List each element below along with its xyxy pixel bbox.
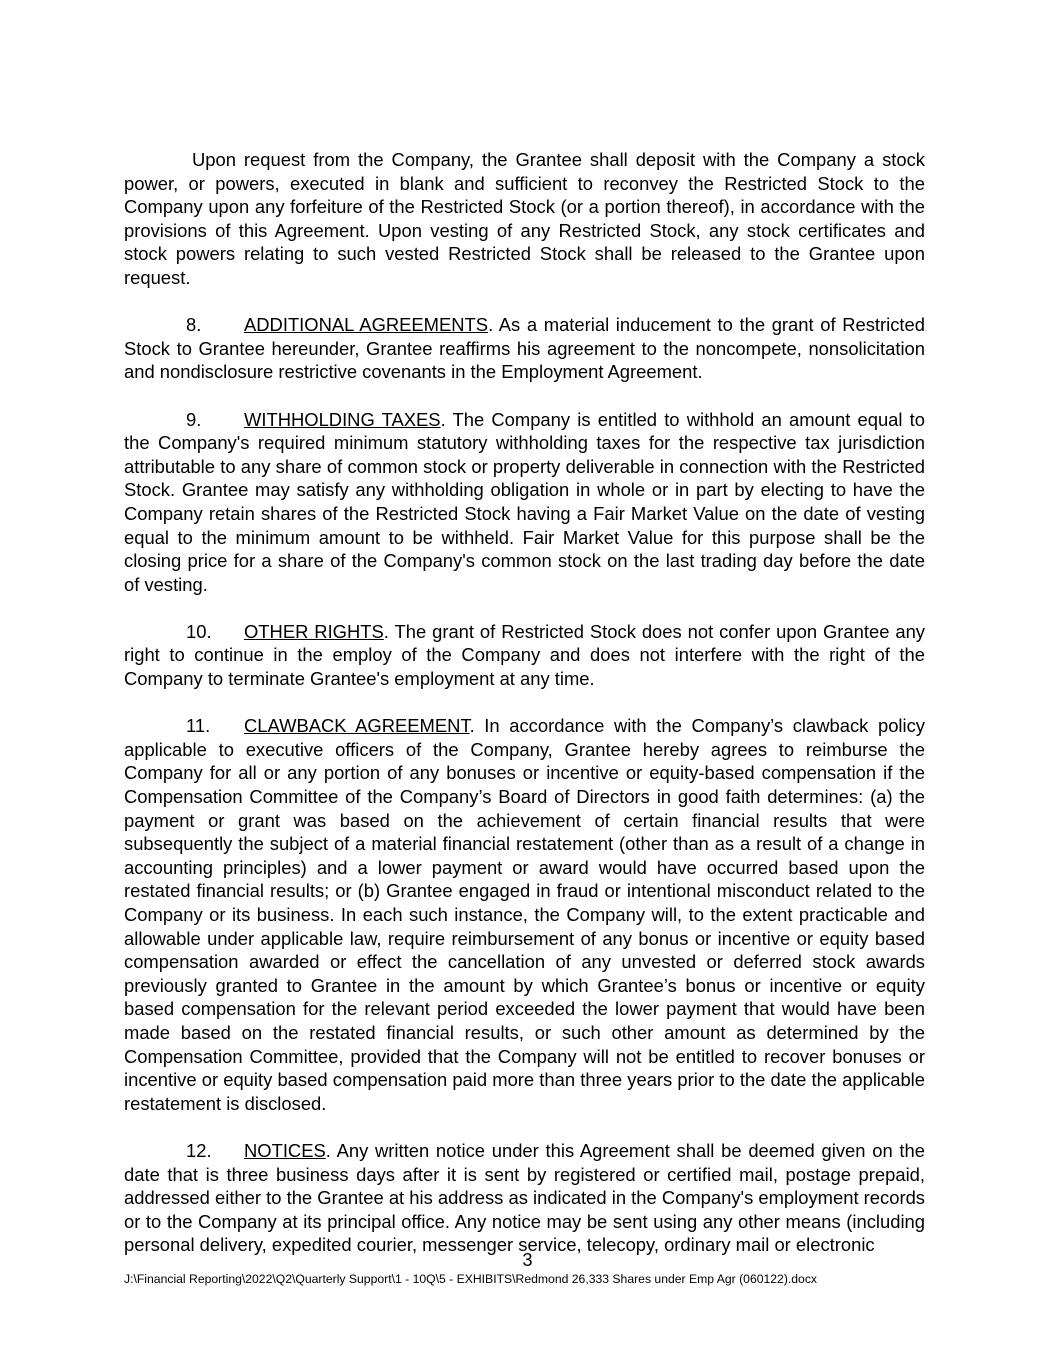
opening-paragraph: Upon request from the Company, the Grantee shall deposit with the Company a stock power, or powers, executed in blank and sufficient to reconvey the Restricted Stock to the Company upon any forfeiture of the Restricted Stock (or a portion thereof), in accordance with the provisions of this Agreement. Upon vesting of any Restricted Stock, any stock certificates and stock powers relating to such vested Restricted Stock shall be released to the Grantee upon request. (124, 149, 925, 288)
section-heading: WITHHOLDING TAXES (244, 408, 441, 430)
section-text: . In accordance with the Company’s clawback policy applicable to executive officers of the Company, Grantee hereby agrees to reimburse the Company for all or any portion of any bonuses or incentive or equity-based compensation if the Compensation Committee of the Company’s Board of Directors in good faith determines: (a) the payment or grant was based on the achievement of certain financial results that were subsequently the subject of a material financial restatement (other than as a result of a change in accounting principles) and a lower payment or award would have occurred based upon the restated financial results; or (b) Grantee engaged in fraud or intentional misconduct related to the Company or its business. In each such instance, the Company will, to the extent practicable and allowable under applicable law, require reimbursement of any bonus or incentive or equity based compensation awarded or effect the cancellation of any unvested or deferred stock awards previously granted to Grantee in the amount by which Grantee’s bonus or incentive or equity based compensation for the relevant period exceeded the lower payment that would have been made based on the restated financial results, or such other amount as determined by the Compensation Committee, provided that the Company will not be entitled to recover bonuses or incentive or equity based compensation paid more than three years prior to the date the applicable restatement is disclosed. (124, 715, 925, 1114)
section-heading: ADDITIONAL AGREEMENTS (244, 314, 489, 336)
section-heading: NOTICES (244, 1139, 326, 1161)
section-heading: CLAWBACK AGREEMENT (244, 715, 470, 737)
footer-file-path: J:\Financial Reporting\2022\Q2\Quarterly Support\1 - 10Q\5 - EXHIBITS\Redmond 26,333 Shares under Emp Agr (060122).docx (124, 1272, 818, 1286)
section-heading: OTHER RIGHTS (244, 620, 384, 642)
section-withholding-taxes (124, 408, 925, 597)
section-number: 10. (186, 620, 212, 642)
document-body (124, 148, 925, 1281)
section-clawback-agreement (124, 714, 925, 1115)
section-additional-agreements (124, 313, 925, 384)
page-number: 3 (522, 1250, 533, 1270)
section-text: . As a material inducement to the grant of Restricted Stock to Grantee hereunder, Grantee reaffirms his agreement to the noncompete, nonsolicitation and nondisclosure restrictive covenants in the Employment Agreement. (124, 314, 926, 383)
section-text: . The grant of Restricted Stock does not confer upon Grantee any right to continue in the employ of the Company and does not interfere with the right of the Company to terminate Grantee's employment at any time. (124, 620, 925, 690)
section-number: 12. (186, 1139, 212, 1161)
section-text: . The Company is entitled to withhold an amount equal to the Company's required minimum statutory withholding taxes for the respective tax jurisdiction attributable to any share of common stock or property deliverable in connection with the Restricted Stock. Grantee may satisfy any withholding obligation in whole or in part by electing to have the Company retain shares of the Restricted Stock having a Fair Market Value on the date of vesting equal to the minimum amount to be withheld. Fair Market Value for this purpose shall be the closing price for a share of the Company's common stock on the last trading day before the date of vesting. (124, 408, 925, 595)
section-text: . Any written notice under this Agreement shall be deemed given on the date that is three business days after it is sent by registered or certified mail, postage prepaid, addressed either to the Grantee at his address as indicated in the Company's employment records or to the Company at its principal office. Any notice may be sent using any other means (including personal delivery, expedited courier, messenger service, telecopy, ordinary mail or electronic (124, 1139, 925, 1256)
section-number: 8. (186, 314, 202, 336)
section-number: 11. (186, 715, 211, 737)
section-notices (124, 1139, 925, 1257)
section-number: 9. (186, 408, 202, 430)
section-other-rights (124, 620, 925, 691)
